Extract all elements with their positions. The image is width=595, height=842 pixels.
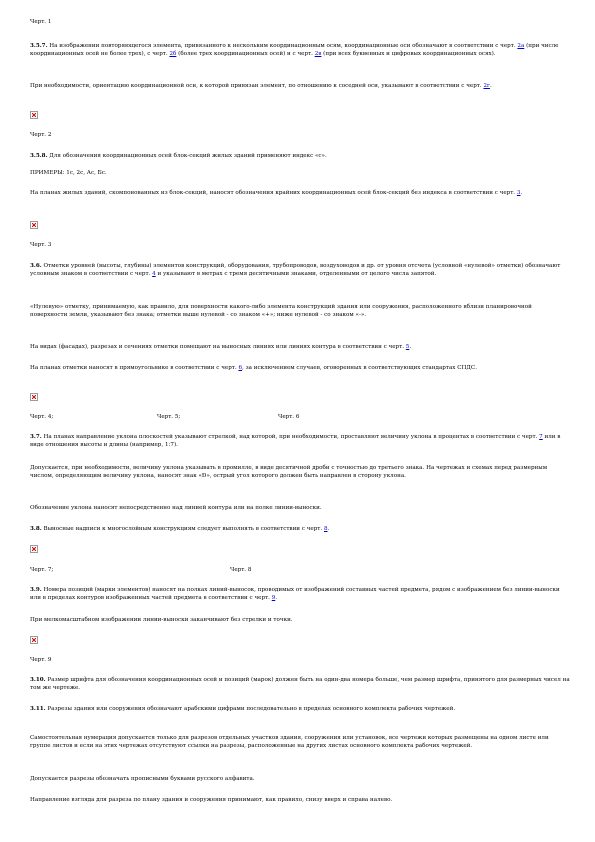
paragraph-3-5-8 [30,152,570,160]
caption-fig-6: Черт. 6 [278,414,300,420]
paragraph-text: На видах (фасадах), разрезах и сечениях отметки помещают на выносных линиях или линиях контура в соответствии с черт. [30,344,406,350]
paragraph-text: . [275,595,278,601]
caption-fig-2: Черт. 2 [30,132,52,138]
paragraph-text: Размер шрифта для обозначения координационных осей и позиций (марок) должен быть на один-два номера больше, чем размер шрифта, принятого для размерных чисел на том же чертеже. [30,677,570,691]
paragraph-text: . [489,83,492,89]
clause-number: 3.6. [30,263,42,269]
paragraph-text: или в виде отношения высоты и длины (например, 1:7). [30,434,561,448]
paragraph-3-7 [30,433,570,449]
paragraph-3-5-8-note [30,189,570,197]
link-fig-9[interactable]: 9 [271,595,276,601]
paragraph-3-11 [30,705,570,713]
caption-fig-4: Черт. 4; [30,414,54,420]
caption-fig-5: Черт. 5; [157,414,181,420]
paragraph-text: На планах направление уклона плоскостей указывают стрелкой, над которой, при необходимости, проставляют величину уклона в процентах в соответствии с черт. [41,434,540,440]
paragraph-3-6-views [30,343,570,351]
broken-image-x-icon [32,223,36,227]
paragraph-text: Обозначение уклона наносят непосредственно над линией контура или на полке линии-выноски. [30,505,322,511]
link-fig-7[interactable]: 7 [539,434,543,440]
broken-image-icon [30,221,38,229]
examples-label: ПРИМЕРЫ: [30,170,65,176]
paragraph-3-11-letters [30,775,570,783]
paragraph-text: Отметки уровней (высоты, глубины) элементов конструкций, оборудования, трубопроводов, воздуховодов и др. от уровня отсчета (условной «нулевой» отметки) обозначают условным знаком в соответствии с черт. [30,263,561,277]
paragraph-text: (при числе координационных осей не более трех), с черт. [30,43,559,57]
paragraph-text: . [409,344,412,350]
clause-number: 3.5.7. [30,43,48,49]
link-fig-8[interactable]: 8 [323,526,328,532]
caption-fig-9: Черт. 9 [30,657,52,663]
broken-image-icon [30,545,38,553]
paragraph-text: При необходимости, ориентацию координационной оси, к которой привязан элемент, по отношению к соседней оси, указывают в соответствии с черт. [30,83,484,89]
paragraph-text: Самостоятельная нумерация допускается только для разрезов отдельных участков здания, сооружения или установок, все чертежи которых размещены на одном листе или группе листов и если на этих чертежах отсутствуют ссылки на разрезы, расположенные на других листах основного комплекта рабочих чертежей. [30,735,549,749]
link-fig-4[interactable]: 4 [152,271,156,277]
paragraph-3-11-numbering [30,734,570,750]
paragraph-text: . [520,190,523,196]
examples-line [30,169,570,177]
paragraph-3-6 [30,262,570,278]
broken-image-icon [30,393,38,401]
caption-fig-3: Черт. 3 [30,242,52,248]
broken-image-x-icon [32,113,36,117]
caption-fig-8: Черт. 8 [230,567,252,573]
caption-fig-7: Черт. 7; [30,567,54,573]
paragraph-text: На планах жилых зданий, скомпонованных из блок-секций, наносят обозначения крайних координационных осей блок-секций без индекса в соответствии с черт. [30,190,517,196]
clause-number: 3.7. [30,434,42,440]
link-fig-2b[interactable]: 2б [169,51,177,57]
link-fig-3[interactable]: 3 [516,190,521,196]
broken-image-x-icon [32,547,36,551]
paragraph-3-5-7-note [30,82,570,90]
link-fig-2g[interactable]: 2г [483,83,490,89]
paragraph-text: и указывают в метрах с тремя десятичными знаками, отделенными от целого числа запятой. [155,271,437,277]
paragraph-text: На изображении повторяющегося элемента, привязанного к нескольким координационным осям, координационные оси обозначают в соответствии с черт. [47,43,518,49]
paragraph-text: , за исключением случаев, оговоренных в соответствующих стандартах СПДС. [242,365,477,371]
paragraph-text: Разрезы здания или сооружения обозначают арабскими цифрами последовательно в пределах основного комплекта рабочих чертежей. [45,706,456,712]
paragraph-text: Для обозначения координационных осей блок-секций жилых зданий применяют индекс «с». [47,153,327,159]
clause-number: 3.8. [30,526,42,532]
paragraph-text: Допускается разрезы обозначать прописными буквами русского алфавита. [30,776,255,782]
caption-fig-1: Черт. 1 [30,19,52,25]
paragraph-text: На планах отметки наносят в прямоугольнике в соответствии с черт. [30,365,239,371]
paragraph-text: При мелкомасштабном изображении линии-выноски заканчивают без стрелки и точки. [30,617,293,623]
paragraph-text: (более трех координационных осей) и с черт. [176,51,315,57]
paragraph-text: . [327,526,330,532]
clause-number: 3.5.8. [30,153,48,159]
paragraph-text: Номера позиций (марки элементов) наносят на полках линий-выносок, проводимых от изображений составных частей предмета, рядом с изображением без линии-выноски или в пределах контуров изображенных частей предмета в соответствии с черт. [30,587,560,601]
paragraph-text: (при всех буквенных и цифровых координационных осях). [321,51,496,57]
clause-number: 3.11. [30,706,46,712]
paragraph-text: Выносные надписи к многослойным конструкциям следует выполнять в соответствии с черт. [41,526,324,532]
broken-image-icon [30,636,38,644]
paragraph-3-7-permille [30,464,570,480]
clause-number: 3.9. [30,587,42,593]
paragraph-3-6-plans [30,364,570,372]
link-fig-5[interactable]: 5 [405,344,410,350]
examples-text: 1с, 2с, Ас, Бс. [64,170,107,176]
paragraph-text: Направление взгляда для разреза по плану здания и сооружения принимают, как правило, снизу вверх и справа налево. [30,797,393,803]
paragraph-3-9-small-scale [30,616,570,624]
link-fig-2a[interactable]: 2а [517,43,525,49]
clause-number: 3.10. [30,677,46,683]
paragraph-3-5-7 [30,42,570,58]
paragraph-3-9 [30,586,570,602]
paragraph-3-6-zero [30,303,570,319]
broken-image-x-icon [32,638,36,642]
paragraph-text: Допускается, при необходимости, величину уклона указывать в промилле, в виде десятичной дроби с точностью до третьего знака. На чертежах и схемах перед размерным числом, определяющим величину уклона, наносят знак «Ð», острый угол которого должен быть направлен в сторону уклона. [30,465,548,479]
link-fig-6[interactable]: 6 [238,365,243,371]
broken-image-icon [30,111,38,119]
link-fig-2v[interactable]: 2в [314,51,322,57]
paragraph-3-7-placement [30,504,570,512]
paragraph-3-8 [30,525,570,533]
paragraph-3-11-direction [30,796,570,804]
paragraph-3-10 [30,676,570,692]
paragraph-text: «Нулевую» отметку, принимаемую, как правило, для поверхности какого-либо элемента конструкций здания или сооружения, расположенного вблизи планировочной поверхности земли, указывают без знака; отметки выше нулевой - со знаком «+»; ниже нулевой - со знаком «-». [30,304,532,318]
broken-image-x-icon [32,395,36,399]
